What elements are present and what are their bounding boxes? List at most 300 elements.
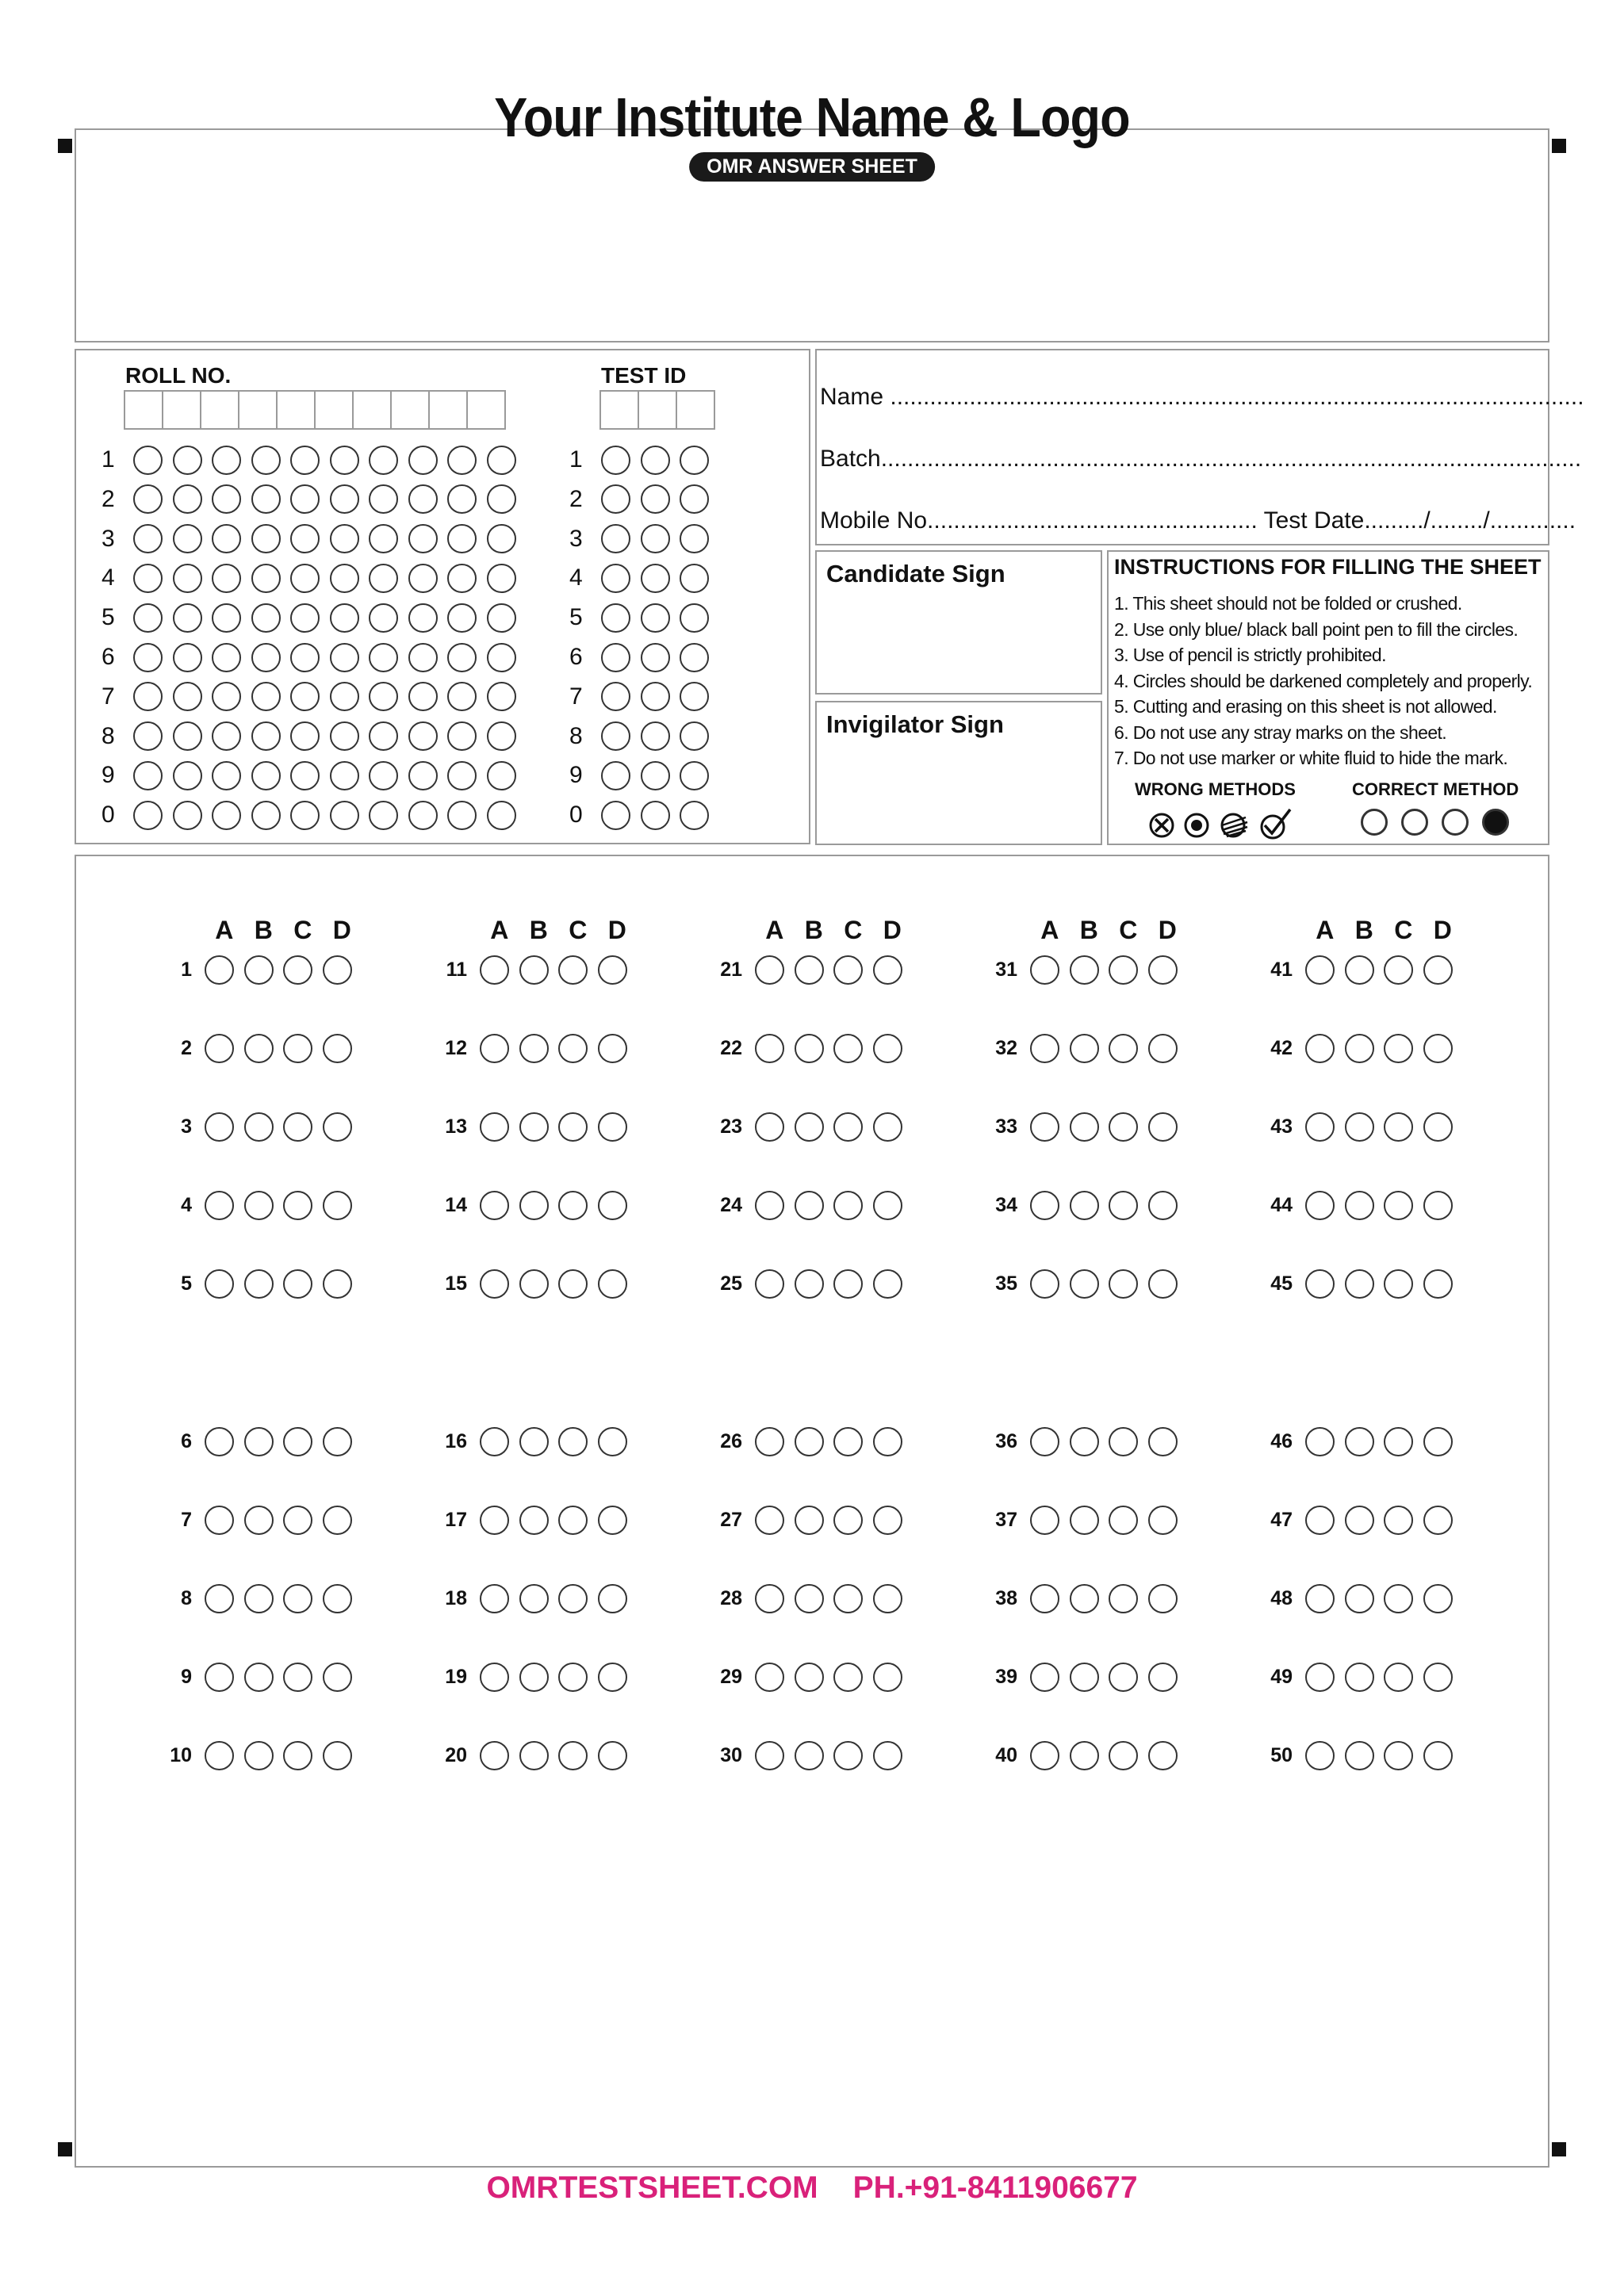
answer-bubble[interactable]	[558, 1663, 588, 1692]
digit-bubble[interactable]	[447, 801, 477, 830]
answer-bubble[interactable]	[519, 1506, 549, 1535]
digit-bubble[interactable]	[251, 801, 281, 830]
answer-bubble[interactable]	[558, 1584, 588, 1613]
answer-bubble[interactable]	[244, 1506, 274, 1535]
digit-bubble[interactable]	[330, 643, 359, 672]
answer-bubble[interactable]	[755, 1584, 784, 1613]
digit-bubble[interactable]	[447, 603, 477, 633]
answer-bubble[interactable]	[755, 1112, 784, 1142]
digit-bubble[interactable]	[133, 761, 163, 790]
answer-bubble[interactable]	[1148, 1584, 1178, 1613]
digit-bubble[interactable]	[369, 564, 398, 593]
answer-bubble[interactable]	[1070, 955, 1099, 985]
digit-bubble[interactable]	[680, 446, 709, 475]
digit-bubble[interactable]	[251, 484, 281, 514]
digit-bubble[interactable]	[173, 484, 202, 514]
answer-bubble[interactable]	[1109, 1034, 1138, 1063]
answer-bubble[interactable]	[755, 1506, 784, 1535]
digit-bubble[interactable]	[251, 603, 281, 633]
answer-bubble[interactable]	[755, 1269, 784, 1299]
answer-bubble[interactable]	[795, 1427, 824, 1456]
answer-bubble[interactable]	[1109, 1112, 1138, 1142]
digit-bubble[interactable]	[408, 484, 438, 514]
answer-bubble[interactable]	[205, 1427, 234, 1456]
digit-bubble[interactable]	[487, 524, 516, 553]
answer-bubble[interactable]	[873, 1584, 902, 1613]
digit-bubble[interactable]	[680, 682, 709, 711]
digit-bubble[interactable]	[330, 801, 359, 830]
answer-bubble[interactable]	[795, 1112, 824, 1142]
answer-bubble[interactable]	[795, 1663, 824, 1692]
answer-bubble[interactable]	[1148, 1741, 1178, 1770]
digit-bubble[interactable]	[487, 721, 516, 751]
digit-bubble[interactable]	[330, 761, 359, 790]
digit-bubble[interactable]	[408, 761, 438, 790]
answer-bubble[interactable]	[1384, 1663, 1413, 1692]
answer-bubble[interactable]	[598, 1584, 627, 1613]
answer-bubble[interactable]	[283, 1741, 312, 1770]
answer-bubble[interactable]	[323, 1191, 352, 1220]
answer-bubble[interactable]	[1030, 1112, 1059, 1142]
answer-bubble[interactable]	[1148, 1112, 1178, 1142]
answer-bubble[interactable]	[795, 1584, 824, 1613]
answer-bubble[interactable]	[558, 1506, 588, 1535]
answer-bubble[interactable]	[283, 1269, 312, 1299]
answer-bubble[interactable]	[598, 1741, 627, 1770]
answer-bubble[interactable]	[833, 1741, 863, 1770]
answer-bubble[interactable]	[1030, 1506, 1059, 1535]
answer-bubble[interactable]	[1305, 1506, 1335, 1535]
answer-bubble[interactable]	[1345, 1112, 1374, 1142]
answer-bubble[interactable]	[1384, 1269, 1413, 1299]
digit-bubble[interactable]	[251, 524, 281, 553]
mobile-date-field[interactable]: Mobile No.................................................. Test Date........./......../.............	[820, 507, 1576, 534]
name-field[interactable]: Name .........................................................................................................	[820, 384, 1584, 410]
digit-bubble[interactable]	[487, 643, 516, 672]
digit-bubble[interactable]	[212, 761, 241, 790]
digit-bubble[interactable]	[408, 721, 438, 751]
digit-bubble[interactable]	[369, 524, 398, 553]
answer-bubble[interactable]	[598, 1112, 627, 1142]
answer-bubble[interactable]	[1148, 1427, 1178, 1456]
digit-bubble[interactable]	[330, 564, 359, 593]
digit-bubble[interactable]	[408, 643, 438, 672]
digit-bubble[interactable]	[408, 682, 438, 711]
answer-bubble[interactable]	[1070, 1584, 1099, 1613]
answer-bubble[interactable]	[598, 1269, 627, 1299]
digit-bubble[interactable]	[680, 603, 709, 633]
entry-cell[interactable]	[314, 390, 354, 430]
answer-bubble[interactable]	[1345, 1506, 1374, 1535]
digit-bubble[interactable]	[680, 564, 709, 593]
answer-bubble[interactable]	[205, 1506, 234, 1535]
answer-bubble[interactable]	[480, 1191, 509, 1220]
answer-bubble[interactable]	[598, 1663, 627, 1692]
answer-bubble[interactable]	[1030, 1034, 1059, 1063]
answer-bubble[interactable]	[244, 1269, 274, 1299]
digit-bubble[interactable]	[251, 643, 281, 672]
answer-bubble[interactable]	[873, 1191, 902, 1220]
entry-cell[interactable]	[390, 390, 430, 430]
answer-bubble[interactable]	[598, 955, 627, 985]
answer-bubble[interactable]	[1345, 1584, 1374, 1613]
digit-bubble[interactable]	[680, 721, 709, 751]
answer-bubble[interactable]	[205, 1269, 234, 1299]
digit-bubble[interactable]	[487, 682, 516, 711]
digit-bubble[interactable]	[369, 643, 398, 672]
answer-bubble[interactable]	[558, 1427, 588, 1456]
answer-bubble[interactable]	[519, 1269, 549, 1299]
digit-bubble[interactable]	[408, 564, 438, 593]
digit-bubble[interactable]	[173, 524, 202, 553]
entry-cell[interactable]	[276, 390, 316, 430]
answer-bubble[interactable]	[873, 1427, 902, 1456]
digit-bubble[interactable]	[369, 603, 398, 633]
digit-bubble[interactable]	[487, 761, 516, 790]
digit-bubble[interactable]	[133, 524, 163, 553]
digit-bubble[interactable]	[487, 446, 516, 475]
answer-bubble[interactable]	[1345, 955, 1374, 985]
answer-bubble[interactable]	[795, 1034, 824, 1063]
digit-bubble[interactable]	[173, 564, 202, 593]
answer-bubble[interactable]	[283, 1427, 312, 1456]
digit-bubble[interactable]	[133, 484, 163, 514]
digit-bubble[interactable]	[251, 564, 281, 593]
digit-bubble[interactable]	[290, 801, 320, 830]
answer-bubble[interactable]	[1384, 955, 1413, 985]
digit-bubble[interactable]	[133, 721, 163, 751]
digit-bubble[interactable]	[641, 603, 670, 633]
digit-bubble[interactable]	[212, 643, 241, 672]
digit-bubble[interactable]	[369, 446, 398, 475]
digit-bubble[interactable]	[290, 524, 320, 553]
answer-bubble[interactable]	[283, 1034, 312, 1063]
answer-bubble[interactable]	[205, 955, 234, 985]
digit-bubble[interactable]	[369, 682, 398, 711]
answer-bubble[interactable]	[1109, 1191, 1138, 1220]
entry-cell[interactable]	[352, 390, 392, 430]
digit-bubble[interactable]	[601, 721, 630, 751]
answer-bubble[interactable]	[1345, 1034, 1374, 1063]
answer-bubble[interactable]	[598, 1034, 627, 1063]
answer-bubble[interactable]	[833, 1506, 863, 1535]
answer-bubble[interactable]	[1384, 1584, 1413, 1613]
answer-bubble[interactable]	[1070, 1112, 1099, 1142]
answer-bubble[interactable]	[244, 1584, 274, 1613]
answer-bubble[interactable]	[480, 1112, 509, 1142]
answer-bubble[interactable]	[1345, 1269, 1374, 1299]
digit-bubble[interactable]	[212, 682, 241, 711]
answer-bubble[interactable]	[833, 1034, 863, 1063]
answer-bubble[interactable]	[873, 1112, 902, 1142]
digit-bubble[interactable]	[641, 801, 670, 830]
digit-bubble[interactable]	[212, 564, 241, 593]
answer-bubble[interactable]	[323, 1506, 352, 1535]
answer-bubble[interactable]	[1305, 1741, 1335, 1770]
answer-bubble[interactable]	[1305, 1191, 1335, 1220]
digit-bubble[interactable]	[133, 564, 163, 593]
answer-bubble[interactable]	[1305, 1112, 1335, 1142]
digit-bubble[interactable]	[641, 484, 670, 514]
answer-bubble[interactable]	[1070, 1191, 1099, 1220]
answer-bubble[interactable]	[1030, 1584, 1059, 1613]
digit-bubble[interactable]	[641, 446, 670, 475]
answer-bubble[interactable]	[1423, 1112, 1453, 1142]
answer-bubble[interactable]	[1109, 1506, 1138, 1535]
answer-bubble[interactable]	[1305, 1427, 1335, 1456]
digit-bubble[interactable]	[447, 643, 477, 672]
digit-bubble[interactable]	[447, 721, 477, 751]
digit-bubble[interactable]	[133, 446, 163, 475]
digit-bubble[interactable]	[290, 761, 320, 790]
answer-bubble[interactable]	[1384, 1506, 1413, 1535]
answer-bubble[interactable]	[323, 1427, 352, 1456]
answer-bubble[interactable]	[1030, 1269, 1059, 1299]
answer-bubble[interactable]	[795, 1741, 824, 1770]
answer-bubble[interactable]	[480, 1427, 509, 1456]
answer-bubble[interactable]	[480, 1741, 509, 1770]
answer-bubble[interactable]	[795, 1191, 824, 1220]
digit-bubble[interactable]	[487, 603, 516, 633]
answer-bubble[interactable]	[519, 1191, 549, 1220]
entry-cell[interactable]	[599, 390, 639, 430]
answer-bubble[interactable]	[1109, 1269, 1138, 1299]
digit-bubble[interactable]	[290, 643, 320, 672]
answer-bubble[interactable]	[795, 1506, 824, 1535]
answer-bubble[interactable]	[755, 1191, 784, 1220]
digit-bubble[interactable]	[133, 682, 163, 711]
digit-bubble[interactable]	[330, 603, 359, 633]
answer-bubble[interactable]	[1305, 1269, 1335, 1299]
answer-bubble[interactable]	[1384, 1034, 1413, 1063]
answer-bubble[interactable]	[558, 1191, 588, 1220]
entry-cell[interactable]	[200, 390, 239, 430]
answer-bubble[interactable]	[833, 1663, 863, 1692]
digit-bubble[interactable]	[369, 721, 398, 751]
digit-bubble[interactable]	[641, 524, 670, 553]
answer-bubble[interactable]	[795, 955, 824, 985]
entry-cell[interactable]	[428, 390, 468, 430]
answer-bubble[interactable]	[1148, 955, 1178, 985]
digit-bubble[interactable]	[641, 761, 670, 790]
answer-bubble[interactable]	[598, 1191, 627, 1220]
answer-bubble[interactable]	[283, 955, 312, 985]
digit-bubble[interactable]	[601, 761, 630, 790]
answer-bubble[interactable]	[1030, 955, 1059, 985]
answer-bubble[interactable]	[1384, 1427, 1413, 1456]
entry-cell[interactable]	[676, 390, 715, 430]
answer-bubble[interactable]	[1423, 1663, 1453, 1692]
digit-bubble[interactable]	[601, 564, 630, 593]
answer-bubble[interactable]	[598, 1506, 627, 1535]
digit-bubble[interactable]	[330, 682, 359, 711]
digit-bubble[interactable]	[601, 682, 630, 711]
answer-bubble[interactable]	[1345, 1663, 1374, 1692]
answer-bubble[interactable]	[833, 1112, 863, 1142]
digit-bubble[interactable]	[369, 801, 398, 830]
digit-bubble[interactable]	[487, 801, 516, 830]
digit-bubble[interactable]	[601, 484, 630, 514]
digit-bubble[interactable]	[173, 603, 202, 633]
digit-bubble[interactable]	[330, 721, 359, 751]
answer-bubble[interactable]	[833, 955, 863, 985]
digit-bubble[interactable]	[212, 484, 241, 514]
digit-bubble[interactable]	[408, 524, 438, 553]
answer-bubble[interactable]	[833, 1269, 863, 1299]
answer-bubble[interactable]	[1070, 1269, 1099, 1299]
answer-bubble[interactable]	[205, 1191, 234, 1220]
answer-bubble[interactable]	[205, 1663, 234, 1692]
digit-bubble[interactable]	[447, 446, 477, 475]
answer-bubble[interactable]	[1109, 1584, 1138, 1613]
answer-bubble[interactable]	[1148, 1663, 1178, 1692]
answer-bubble[interactable]	[1030, 1427, 1059, 1456]
digit-bubble[interactable]	[251, 761, 281, 790]
answer-bubble[interactable]	[755, 1663, 784, 1692]
answer-bubble[interactable]	[1423, 1741, 1453, 1770]
digit-bubble[interactable]	[369, 761, 398, 790]
answer-bubble[interactable]	[519, 1584, 549, 1613]
answer-bubble[interactable]	[873, 1034, 902, 1063]
answer-bubble[interactable]	[205, 1741, 234, 1770]
answer-bubble[interactable]	[1070, 1034, 1099, 1063]
test-id-entry-boxes[interactable]	[599, 390, 714, 430]
answer-bubble[interactable]	[519, 1741, 549, 1770]
answer-bubble[interactable]	[205, 1584, 234, 1613]
digit-bubble[interactable]	[601, 801, 630, 830]
answer-bubble[interactable]	[873, 1741, 902, 1770]
digit-bubble[interactable]	[330, 484, 359, 514]
answer-bubble[interactable]	[283, 1112, 312, 1142]
digit-bubble[interactable]	[447, 484, 477, 514]
answer-bubble[interactable]	[1305, 1663, 1335, 1692]
answer-bubble[interactable]	[244, 1741, 274, 1770]
answer-bubble[interactable]	[323, 1112, 352, 1142]
answer-bubble[interactable]	[323, 1741, 352, 1770]
digit-bubble[interactable]	[601, 524, 630, 553]
answer-bubble[interactable]	[1030, 1663, 1059, 1692]
answer-bubble[interactable]	[1070, 1506, 1099, 1535]
digit-bubble[interactable]	[680, 524, 709, 553]
answer-bubble[interactable]	[833, 1427, 863, 1456]
answer-bubble[interactable]	[1070, 1663, 1099, 1692]
answer-bubble[interactable]	[283, 1506, 312, 1535]
answer-bubble[interactable]	[558, 1269, 588, 1299]
answer-bubble[interactable]	[244, 1034, 274, 1063]
digit-bubble[interactable]	[330, 524, 359, 553]
digit-bubble[interactable]	[212, 603, 241, 633]
answer-bubble[interactable]	[1148, 1269, 1178, 1299]
answer-bubble[interactable]	[1384, 1112, 1413, 1142]
answer-bubble[interactable]	[323, 1034, 352, 1063]
answer-bubble[interactable]	[205, 1034, 234, 1063]
answer-bubble[interactable]	[1109, 1663, 1138, 1692]
digit-bubble[interactable]	[173, 801, 202, 830]
answer-bubble[interactable]	[323, 955, 352, 985]
answer-bubble[interactable]	[1148, 1191, 1178, 1220]
digit-bubble[interactable]	[641, 721, 670, 751]
answer-bubble[interactable]	[480, 1506, 509, 1535]
digit-bubble[interactable]	[290, 564, 320, 593]
answer-bubble[interactable]	[873, 1506, 902, 1535]
answer-bubble[interactable]	[283, 1663, 312, 1692]
digit-bubble[interactable]	[173, 643, 202, 672]
answer-bubble[interactable]	[244, 1663, 274, 1692]
answer-bubble[interactable]	[1345, 1741, 1374, 1770]
answer-bubble[interactable]	[519, 955, 549, 985]
answer-bubble[interactable]	[519, 1112, 549, 1142]
entry-cell[interactable]	[238, 390, 278, 430]
answer-bubble[interactable]	[1148, 1034, 1178, 1063]
digit-bubble[interactable]	[290, 446, 320, 475]
answer-bubble[interactable]	[1384, 1191, 1413, 1220]
digit-bubble[interactable]	[680, 643, 709, 672]
roll-no-entry-boxes[interactable]	[124, 390, 504, 430]
digit-bubble[interactable]	[641, 682, 670, 711]
digit-bubble[interactable]	[680, 801, 709, 830]
answer-bubble[interactable]	[1305, 955, 1335, 985]
digit-bubble[interactable]	[447, 682, 477, 711]
answer-bubble[interactable]	[1345, 1427, 1374, 1456]
digit-bubble[interactable]	[601, 603, 630, 633]
answer-bubble[interactable]	[205, 1112, 234, 1142]
digit-bubble[interactable]	[133, 603, 163, 633]
digit-bubble[interactable]	[641, 643, 670, 672]
answer-bubble[interactable]	[558, 1741, 588, 1770]
answer-bubble[interactable]	[1109, 955, 1138, 985]
answer-bubble[interactable]	[558, 1112, 588, 1142]
answer-bubble[interactable]	[873, 955, 902, 985]
answer-bubble[interactable]	[755, 1741, 784, 1770]
digit-bubble[interactable]	[251, 682, 281, 711]
answer-bubble[interactable]	[283, 1584, 312, 1613]
answer-bubble[interactable]	[1384, 1741, 1413, 1770]
digit-bubble[interactable]	[601, 643, 630, 672]
answer-bubble[interactable]	[873, 1663, 902, 1692]
digit-bubble[interactable]	[408, 603, 438, 633]
digit-bubble[interactable]	[251, 446, 281, 475]
answer-bubble[interactable]	[1070, 1427, 1099, 1456]
answer-bubble[interactable]	[755, 955, 784, 985]
answer-bubble[interactable]	[1423, 1269, 1453, 1299]
answer-bubble[interactable]	[1030, 1191, 1059, 1220]
answer-bubble[interactable]	[558, 955, 588, 985]
digit-bubble[interactable]	[487, 564, 516, 593]
answer-bubble[interactable]	[323, 1663, 352, 1692]
answer-bubble[interactable]	[480, 955, 509, 985]
digit-bubble[interactable]	[173, 761, 202, 790]
digit-bubble[interactable]	[330, 446, 359, 475]
answer-bubble[interactable]	[1305, 1034, 1335, 1063]
answer-bubble[interactable]	[1423, 1584, 1453, 1613]
answer-bubble[interactable]	[598, 1427, 627, 1456]
answer-bubble[interactable]	[244, 1112, 274, 1142]
digit-bubble[interactable]	[369, 484, 398, 514]
answer-bubble[interactable]	[1345, 1191, 1374, 1220]
entry-cell[interactable]	[638, 390, 677, 430]
digit-bubble[interactable]	[408, 801, 438, 830]
answer-bubble[interactable]	[244, 955, 274, 985]
answer-bubble[interactable]	[1423, 1191, 1453, 1220]
answer-bubble[interactable]	[795, 1269, 824, 1299]
digit-bubble[interactable]	[133, 801, 163, 830]
digit-bubble[interactable]	[447, 524, 477, 553]
digit-bubble[interactable]	[173, 446, 202, 475]
digit-bubble[interactable]	[133, 643, 163, 672]
answer-bubble[interactable]	[1109, 1427, 1138, 1456]
answer-bubble[interactable]	[244, 1191, 274, 1220]
answer-bubble[interactable]	[1423, 1034, 1453, 1063]
